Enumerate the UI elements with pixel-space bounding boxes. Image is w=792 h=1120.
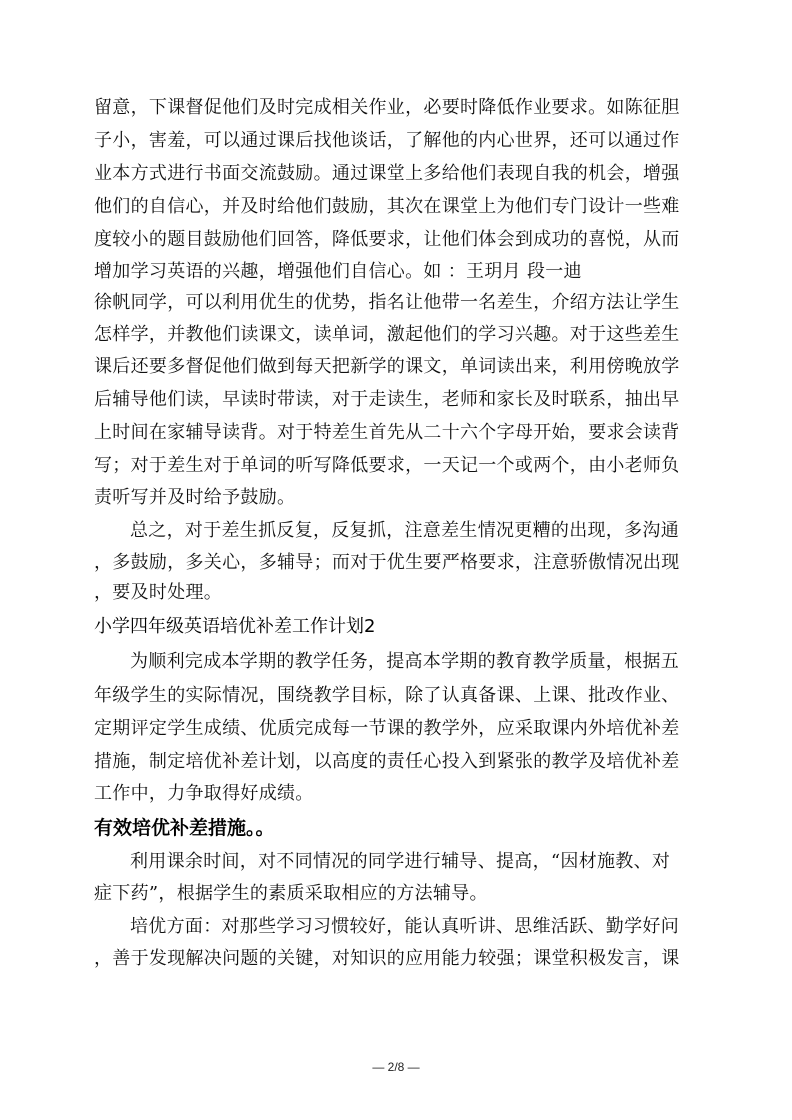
text-line: 利用课余时间，对不同情况的同学进行辅导、提高，“因材施教、对 xyxy=(130,851,671,872)
text-line: 他们的自信心，并及时给他们鼓励，其次在课堂上为他们专门设计一些难 xyxy=(94,196,680,217)
text-line: 症下药”，根据学生的素质采取相应的方法辅导。 xyxy=(94,883,488,904)
text-line: 度较小的题目鼓励他们回答，降低要求，让他们体会到成功的喜悦，从而 xyxy=(94,229,680,250)
text-line: 培优方面：对那些学习习惯较好，能认真听讲、思维活跃、勤学好问 xyxy=(130,916,679,937)
text-line: ，要及时处理。 xyxy=(94,582,223,603)
text-line: ，多鼓励，多关心，多辅导；而对于优生要严格要求，注意骄傲情况出现 xyxy=(94,552,680,573)
text-line: 后辅导他们读，早读时带读，对于走读生，老师和家长及时联系，抽出早 xyxy=(94,389,680,410)
text-line: 增加学习英语的兴趣，增强他们自信心。如 ：王玥月 段一迪 xyxy=(94,261,582,282)
text-line: 总之，对于差生抓反复，反复抓，注意差生情况更糟的出现，多沟通 xyxy=(130,520,679,541)
text-line: 徐帆同学，可以利用优生的优势，指名让他带一名差生，介绍方法让学生 xyxy=(94,292,680,313)
text-line: ，善于发现解决问题的关键，对知识的应用能力较强；课堂积极发言，课 xyxy=(94,948,680,969)
text-line: 怎样学，并教他们读课文，读单词，激起他们的学习兴趣。对于这些差生 xyxy=(94,324,680,345)
text-line: 为顺利完成本学期的教学任务，提高本学期的教育教学质量，根据五 xyxy=(130,651,679,672)
text-line: 课后还要多督促他们做到每天把新学的课文，单词读出来，利用傍晚放学 xyxy=(94,356,680,377)
text-line: 上时间在家辅导读背。对于特差生首先从二十六个字母开始，要求会读背 xyxy=(94,422,680,443)
text-line: 年级学生的实际情况，围绕教学目标，除了认真备课、上课、批改作业、 xyxy=(94,685,680,706)
text-line: 措施，制定培优补差计划，以高度的责任心投入到紧张的教学及培优补差 xyxy=(94,751,680,772)
text-line: 写；对于差生对于单词的听写降低要求，一天记一个或两个，由小老师负 xyxy=(94,455,680,476)
section-heading: 小学四年级英语培优补差工作计划2 xyxy=(94,616,376,637)
text-line: 定期评定学生成绩、优质完成每一节课的教学外，应采取课内外培优补差 xyxy=(94,718,680,739)
text-line: 责听写并及时给予鼓励。 xyxy=(94,487,296,508)
section-heading: 有效培优补差措施。。 xyxy=(94,817,275,839)
text-line: 子小，害羞，可以通过课后找他谈话，了解他的内心世界，还可以通过作 xyxy=(94,130,680,151)
text-line: 工作中，力争取得好成绩。 xyxy=(94,783,314,804)
text-line: 留意，下课督促他们及时完成相关作业，必要时降低作业要求。如陈征胆 xyxy=(94,97,680,118)
page-number: — 2/8 — xyxy=(372,1060,420,1074)
text-line: 业本方式进行书面交流鼓励。通过课堂上多给他们表现自我的机会，增强 xyxy=(94,163,680,184)
